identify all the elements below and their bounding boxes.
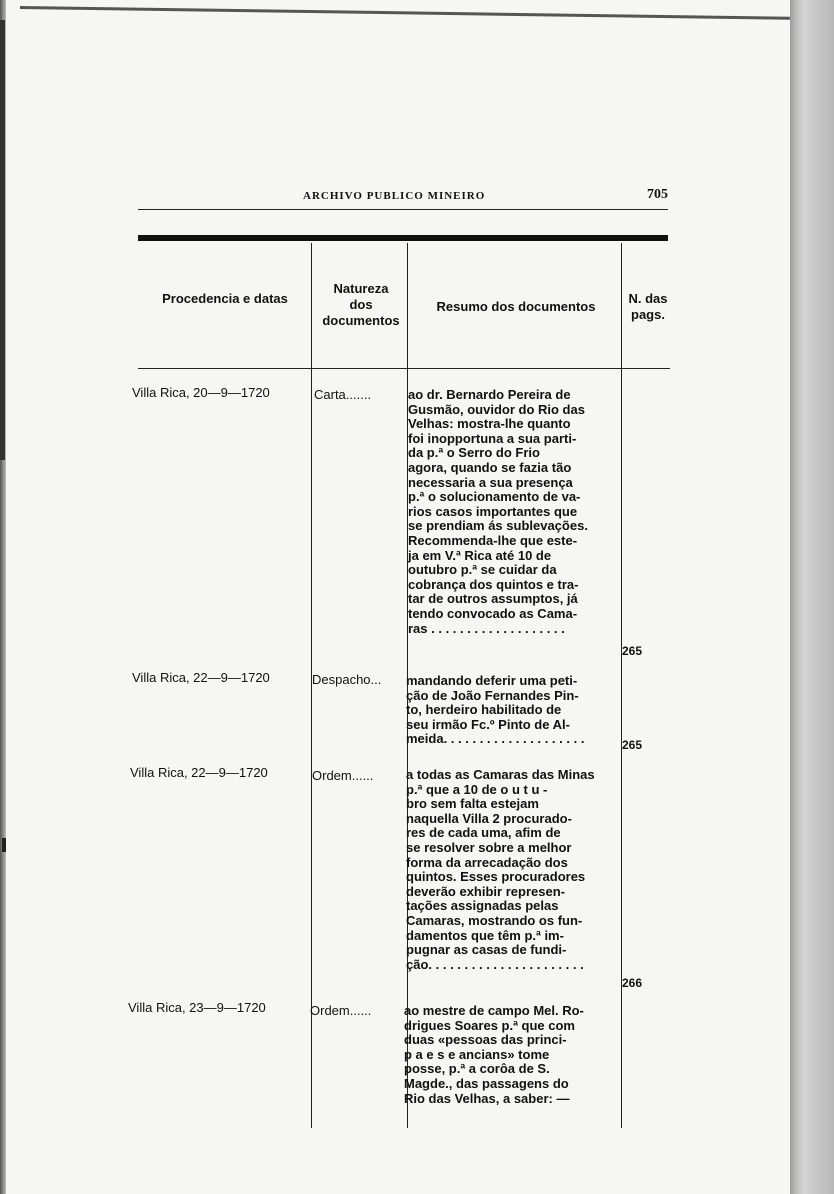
- entry-pages: 266: [622, 976, 643, 990]
- entry-summary: ao mestre de campo Mel. Ro- drigues Soares p.ª que com duas «pessoas das princi- p a e s e ancians» tome posse, p.ª a corôa de S. Magde., das passagens do Rio das Velhas, a saber: —: [404, 1003, 584, 1106]
- header-bottom-rule: [138, 368, 670, 369]
- entry-pages: 265: [622, 644, 643, 658]
- page-right-edge: [790, 0, 834, 1194]
- page-number: 705: [647, 187, 668, 202]
- entry-nature: Ordem......: [310, 1003, 372, 1018]
- binding-mark-dot: [2, 838, 6, 852]
- col-header-pages: N. das pags.: [628, 291, 668, 322]
- binding-mark: [0, 20, 5, 460]
- entry-origin: Villa Rica, 20—9—1720: [132, 385, 270, 400]
- col-header-summary: Resumo dos documentos: [436, 299, 596, 314]
- entry-nature: Carta.......: [314, 387, 372, 402]
- header-rule: [138, 209, 668, 210]
- table-top-rule: [138, 235, 668, 241]
- col-header-origin: Procedencia e datas: [162, 291, 288, 306]
- entry-summary: ao dr. Bernardo Pereira de Gusmão, ouvidor do Rio das Velhas: mostra-lhe quanto foi inopportuna a sua parti- da p.ª o Serro do Frio agora, quando se fazia tão necessaria a sua presença p.ª o solucionamento de va- rios casos importantes que se prendiam ás sublevações. Recommenda-lhe que este- ja em V.ª Rica até 10 de outubro p.ª se cuidar da cobrança dos quintos e tra- tar de outros assumptos, já tendo convocado as Cama- ras . . . . . . . . . . . . . . . . . . .: [408, 387, 588, 636]
- running-title: ARCHIVO PUBLICO MINEIRO: [303, 190, 486, 202]
- entry-nature: Despacho...: [312, 672, 382, 687]
- col-header-nature: Natureza dos documentos: [322, 281, 400, 328]
- column-rule-3: [621, 243, 622, 1128]
- entry-origin: Villa Rica, 22—9—1720: [132, 670, 270, 685]
- entry-summary: mandando deferir uma peti- ção de João Fernandes Pin- to, herdeiro habilitado de seu irmão Fc.º Pinto de Al- meida. . . . . . . . . . . . . . . . . . . .: [406, 673, 585, 747]
- entry-pages: 265: [622, 738, 643, 752]
- entry-origin: Villa Rica, 22—9—1720: [130, 765, 268, 780]
- entry-origin: Villa Rica, 23—9—1720: [128, 1000, 266, 1015]
- entry-summary: a todas as Camaras das Minas p.ª que a 10 de o u t u - bro sem falta estejam naquella Villa 2 procurado- res de cada uma, afim de se resolver sobre a melhor forma da arrecadação dos quintos. Esses procuradores deverão exhibir represen- tações assignadas pelas Camaras, mostrando os fun- damentos que têm p.ª im- pugnar as casas de fundi- ção. . . . . . . . . . . . . . . . . . . . . .: [406, 767, 595, 972]
- running-head: [138, 186, 668, 206]
- entry-nature: Ordem......: [312, 768, 374, 783]
